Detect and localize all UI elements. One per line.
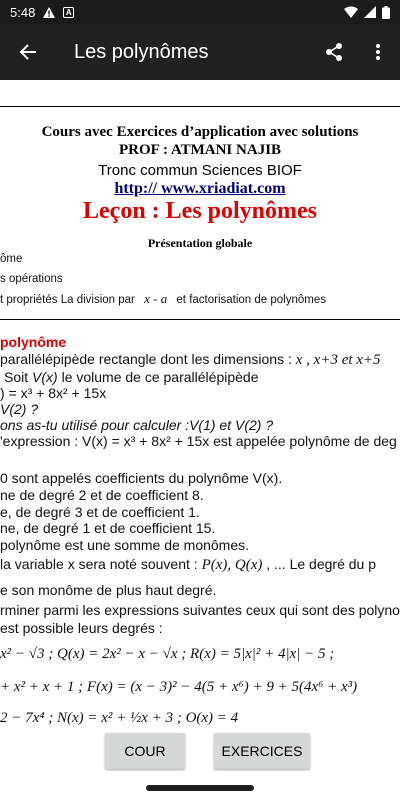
text-line: 0 sont appelés coefficients du polynôme V(x). — [0, 470, 283, 486]
section-title: polynôme — [0, 334, 67, 350]
cour-button[interactable]: COUR — [105, 733, 185, 769]
text-line: est possible leurs degrés : — [0, 620, 163, 636]
math-expression: x² − √3 ; Q(x) = 2x² − x − √x ; R(x) = 5|x|² + 4|x| − 5 ; — [0, 646, 335, 662]
navigation-bar — [0, 777, 400, 800]
share-icon — [324, 42, 344, 62]
text-line: ne de degré 2 et de coefficient 8. — [0, 487, 204, 503]
battery-icon — [382, 6, 390, 19]
text-line: parallélépipède rectangle dont les dimensions : x , x+3 et x+5 — [0, 351, 381, 368]
a-icon: A — [63, 7, 74, 18]
status-time: 5:48 — [10, 4, 36, 20]
text-line: ) = x³ + 8x² + 15x — [0, 385, 107, 401]
lesson-title: Leçon : Les polynômes — [83, 198, 317, 224]
course-title: Cours avec Exercices d’application avec solutions — [41, 124, 359, 140]
text-line: Soit V(x) le volume de ce parallélépipède — [4, 369, 259, 385]
bottom-button-row — [0, 725, 400, 777]
divider — [0, 319, 400, 320]
toc-item: s opérations — [0, 273, 63, 285]
text-line: la variable x sera noté souvent : P(x), Q(x) , ... Le degré du p — [0, 556, 376, 573]
text-line: ne, de degré 1 et de coefficient 15. — [0, 520, 216, 536]
website-link[interactable]: http:// www.xriadiat.com — [114, 180, 286, 197]
text-line: V(2) ? — [0, 401, 39, 417]
wifi-icon — [344, 6, 358, 18]
share-button[interactable] — [312, 24, 356, 80]
app-bar — [0, 24, 400, 80]
more-vert-icon — [375, 43, 381, 61]
text-line: e, de degré 3 et de coefficient 1. — [0, 504, 200, 520]
home-gesture-handle[interactable] — [146, 785, 254, 791]
text-line: e son monôme de plus haut degré. — [0, 582, 217, 598]
text-line: rminer parmi les expressions suivantes ceux qui sont des polyno — [0, 602, 400, 618]
toc-item: ôme — [0, 253, 23, 265]
text-line: ons as-tu utilisé pour calculer :V(1) et V(2) ? — [0, 417, 274, 433]
toc-item: t propriétés La division par x - a et factorisation de polynômes — [0, 291, 326, 306]
app-title: Les polynômes — [74, 40, 209, 63]
prof-name: PROF : ATMANI NAJIB — [118, 142, 282, 158]
document-viewer[interactable] — [0, 80, 400, 725]
text-line: polynôme est une somme de monômes. — [0, 537, 250, 553]
more-options-button[interactable] — [356, 24, 400, 80]
divider — [0, 106, 400, 107]
signal-icon — [364, 6, 376, 18]
level-label: Tronc commun Sciences BIOF — [98, 162, 302, 179]
back-button[interactable] — [0, 24, 56, 80]
exercices-button[interactable]: EXERCICES — [214, 733, 310, 769]
text-line: 'expression : V(x) = x³ + 8x² + 15x est appelée polynôme de deg — [0, 433, 397, 449]
warning-icon — [43, 7, 55, 18]
math-expression: 2 − 7x⁴ ; N(x) = x² + ½x + 3 ; O(x) = 4 — [0, 710, 239, 725]
math-expression: + x² + x + 1 ; F(x) = (x − 3)² − 4(5 + x⁶) + 9 + 5(4x⁶ + x³) — [0, 679, 358, 695]
presentation-label: Présentation globale — [147, 236, 253, 250]
back-arrow-icon — [19, 43, 37, 61]
status-bar — [0, 0, 400, 24]
